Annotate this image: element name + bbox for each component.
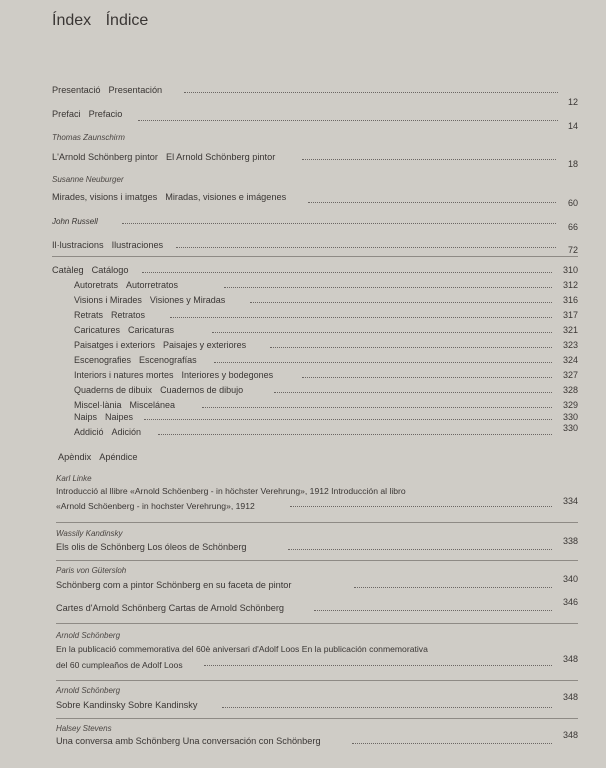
entry-title-es: Miradas, visiones e imágenes	[165, 192, 287, 202]
catalog-item	[74, 309, 578, 323]
catalog-item	[74, 423, 578, 440]
entry-title: Schönberg com a pintor Schönberg en su faceta de pintor	[56, 580, 292, 590]
entry-title: Una conversa amb Schönberg Una conversación con Schönberg	[56, 736, 321, 746]
dot-leader	[158, 434, 552, 435]
dot-leader	[144, 419, 552, 420]
author-name: Wassily Kandinsky	[56, 529, 123, 538]
entry-title-es: Catálogo	[91, 265, 129, 275]
catalog-item	[74, 369, 578, 383]
page-number: 348	[562, 654, 578, 664]
toc-entry-essay	[52, 216, 578, 230]
entry-title-ca: Paisatges i exteriors	[74, 340, 156, 350]
dot-leader	[142, 272, 552, 273]
entry-title-es: Prefacio	[88, 109, 123, 119]
divider	[56, 522, 578, 523]
page-title	[52, 12, 158, 30]
entry-title: Els olis de Schönberg Los óleos de Schönberg	[56, 542, 247, 552]
entry-title-ca: Apèndix	[58, 452, 92, 462]
page-number: 321	[562, 325, 578, 335]
entry-title-es: Miscelánea	[129, 400, 176, 410]
appendix-item	[56, 692, 578, 713]
entry-title-es: Autorretratos	[126, 280, 179, 290]
entry-title: Cartes d'Arnold Schönberg Cartas de Arnold Schönberg	[56, 603, 285, 613]
appendix-item	[56, 730, 578, 749]
page-number: 316	[562, 295, 578, 305]
page-number: 340	[562, 574, 578, 584]
entry-title-ca: Visions i Mirades	[74, 295, 142, 305]
page-number: 324	[562, 355, 578, 365]
dot-leader	[122, 223, 556, 224]
page-number: 346	[562, 597, 578, 607]
entry-title-ca: Autoretrats	[74, 280, 119, 290]
page-number: 348	[562, 692, 578, 702]
entry-title-line1: En la publicació commemorativa del 60è aniversari d'Adolf Loos En la publicación conmemorativa	[56, 644, 428, 654]
entry-title-line1: Introducció al llibre «Arnold Schöenberg - in höchster Verehrung», 1912 Introducción al libro	[56, 486, 406, 496]
dot-leader	[202, 407, 552, 408]
entry-title-ca: L'Arnold Schönberg pintor	[52, 152, 158, 162]
page-number: 348	[562, 730, 578, 740]
entry-title-es: Caricaturas	[128, 325, 175, 335]
divider	[56, 718, 578, 719]
catalog-item	[74, 354, 578, 368]
divider	[56, 623, 578, 624]
page-number: 18	[567, 159, 578, 169]
dot-leader	[138, 120, 558, 121]
catalog-item	[74, 339, 578, 353]
dot-leader	[352, 743, 552, 744]
dot-leader	[214, 362, 552, 363]
author-name: Paris von Gütersloh	[56, 566, 127, 575]
entry-title-es: Interiores y bodegones	[181, 370, 274, 380]
dot-leader	[314, 610, 552, 611]
entry-title-es: Escenografías	[139, 355, 197, 365]
entry-title-es: Presentación	[108, 85, 163, 95]
dot-leader	[308, 202, 556, 203]
catalog-item	[74, 384, 578, 398]
entry-title-ca: Presentació	[52, 85, 101, 95]
author-name: Arnold Schönberg	[56, 686, 121, 695]
appendix-item	[56, 485, 578, 515]
page-number: 14	[567, 121, 578, 131]
entry-title-es: Visiones y Miradas	[149, 295, 226, 305]
author-name: Arnold Schönberg	[56, 631, 121, 640]
toc-entry-presentation	[52, 84, 578, 107]
page-number: 327	[562, 370, 578, 380]
entry-title-es: Paisajes y exteriores	[163, 340, 247, 350]
entry-title-ca: Interiors i natures mortes	[74, 370, 174, 380]
entry-title-es: Adición	[111, 427, 142, 437]
author-name: Halsey Stevens	[56, 724, 112, 733]
catalog-item	[74, 324, 578, 338]
dot-leader	[302, 377, 552, 378]
dot-leader	[302, 159, 556, 160]
catalog-item	[74, 294, 578, 308]
dot-leader	[176, 247, 556, 248]
page-number: 72	[567, 245, 578, 255]
page-number: 330	[562, 412, 578, 422]
dot-leader	[170, 317, 552, 318]
author-name: Thomas Zaunschirm	[52, 133, 125, 142]
entry-title-line2: del 60 cumpleaños de Adolf Loos	[56, 660, 183, 670]
entry-title: Sobre Kandinsky Sobre Kandinsky	[56, 700, 198, 710]
appendix-item	[56, 643, 578, 673]
entry-title-ca: Escenografies	[74, 355, 132, 365]
entry-title-ca: Caricatures	[74, 325, 121, 335]
entry-title-es: Retratos	[111, 310, 146, 320]
dot-leader	[274, 392, 552, 393]
author-name: Susanne Neuburger	[52, 175, 124, 184]
entry-title-ca: Catàleg	[52, 265, 84, 275]
page-number: 310	[562, 265, 578, 275]
page-number: 66	[567, 222, 578, 232]
dot-leader	[204, 665, 552, 666]
page-number: 338	[562, 536, 578, 546]
toc-entry-preface	[52, 108, 578, 131]
entry-title-es: Ilustraciones	[111, 240, 164, 250]
page-number: 328	[562, 385, 578, 395]
toc-entry-catalog	[52, 264, 578, 278]
dot-leader	[354, 587, 552, 588]
dot-leader	[290, 506, 552, 507]
entry-title-line2: «Arnold Schöenberg - in hochster Verehrung», 1912	[56, 501, 255, 511]
page-number: 330	[562, 423, 578, 433]
entry-title-ca: Prefaci	[52, 109, 81, 119]
catalog-item	[74, 411, 578, 425]
catalog-item	[74, 279, 578, 293]
entry-title-ca: Addició	[74, 427, 104, 437]
entry-title-ca: Miscel·lània	[74, 400, 122, 410]
page-number: 329	[562, 400, 578, 410]
dot-leader	[222, 707, 552, 708]
appendix-item	[56, 597, 578, 616]
entry-title-ca: Retrats	[74, 310, 104, 320]
page-number: 334	[562, 496, 578, 506]
page-number: 323	[562, 340, 578, 350]
entry-title-ca: Il·lustracions	[52, 240, 104, 250]
divider	[56, 680, 578, 681]
entry-title-es: Cuadernos de dibujo	[160, 385, 244, 395]
toc-entry-essay	[52, 151, 578, 169]
page-number: 312	[562, 280, 578, 290]
author-name: John Russell	[52, 217, 98, 226]
dot-leader	[212, 332, 552, 333]
appendix-item	[56, 536, 578, 555]
title-catalan: Índex	[52, 12, 92, 29]
entry-title-ca: Mirades, visions i imatges	[52, 192, 158, 202]
appendix-heading	[58, 451, 358, 465]
dot-leader	[270, 347, 552, 348]
toc-entry-essay	[52, 191, 578, 208]
author-name: Karl Linke	[56, 474, 92, 483]
entry-title-ca: Naips	[74, 412, 98, 422]
toc-entry-illustrations	[52, 239, 578, 253]
page-number: 12	[567, 97, 578, 107]
page-number: 317	[562, 310, 578, 320]
dot-leader	[250, 302, 552, 303]
entry-title-ca: Quaderns de dibuix	[74, 385, 153, 395]
divider	[56, 560, 578, 561]
page-number: 60	[567, 198, 578, 208]
entry-title-es: El Arnold Schönberg pintor	[165, 152, 276, 162]
divider	[52, 256, 578, 257]
appendix-item	[56, 574, 578, 593]
entry-title-es: Naipes	[105, 412, 134, 422]
dot-leader	[184, 92, 558, 93]
dot-leader	[224, 287, 552, 288]
title-spanish: Índice	[105, 12, 149, 29]
entry-title-es: Apéndice	[99, 452, 138, 462]
dot-leader	[288, 549, 552, 550]
